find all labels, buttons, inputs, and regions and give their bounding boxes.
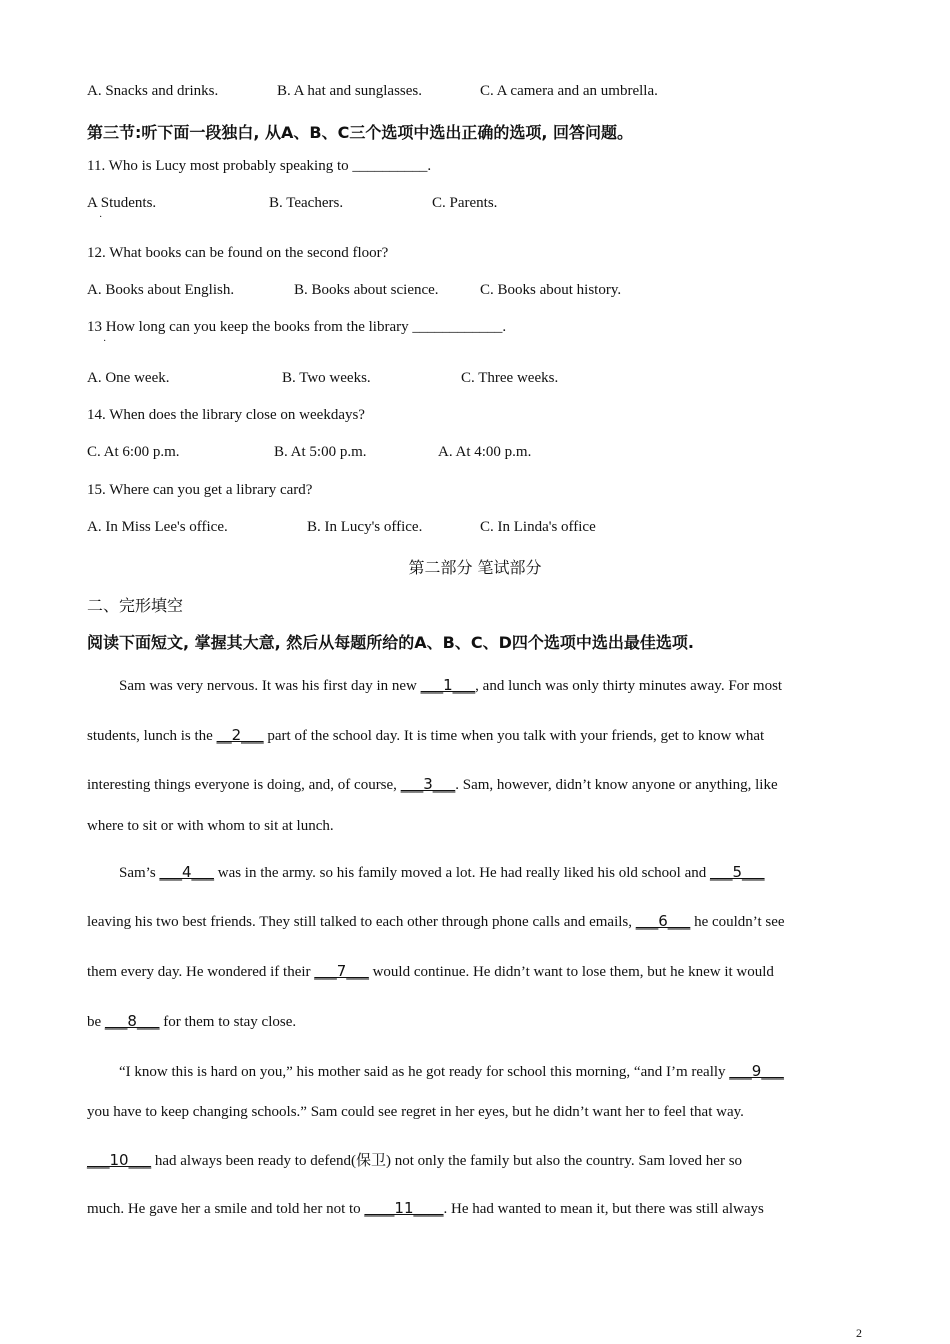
q10-option-a: A. Snacks and drinks.	[87, 83, 219, 99]
q11-option-b: B. Teachers.	[269, 195, 344, 211]
passage-text: for them to stay close.	[159, 1014, 297, 1030]
blank-1[interactable]: ___1___	[420, 676, 476, 694]
q13-option-a: A. One week.	[87, 370, 170, 386]
q10-option-c: C. A camera and an umbrella.	[480, 83, 658, 99]
blank-5[interactable]: ___5___	[710, 863, 765, 881]
passage-text: part of the school day. It is time when you talk with your friends, get to know what	[263, 728, 765, 744]
q14-option-2: B. At 5:00 p.m.	[274, 444, 367, 460]
q13-option-c: C. Three weeks.	[461, 370, 559, 386]
q12-option-b: B. Books about science.	[294, 282, 439, 298]
passage-line-10: you have to keep changing schools.” Sam could see regret in her eyes, but he didn’t want her to feel that way.	[87, 1104, 744, 1120]
blank-3[interactable]: ___3___	[400, 775, 456, 793]
passage-text: leaving his two best friends. They still talked to each other through phone calls and emails,	[87, 914, 636, 930]
part2-title: 第二部分 笔试部分	[408, 558, 542, 577]
passage-text: them every day. He wondered if their	[87, 964, 315, 980]
blank-7[interactable]: ___7___	[314, 962, 369, 980]
passage-line-7	[87, 962, 774, 981]
q12-option-c: C. Books about history.	[480, 282, 622, 298]
blank-4[interactable]: ___4___	[159, 863, 214, 881]
passage-text: had always been ready to defend(保卫) not only the family but also the country. Sam loved her so	[151, 1153, 743, 1169]
passage-text: students, lunch is the	[87, 728, 217, 744]
question-15-stem: 15. Where can you get a library card?	[87, 482, 313, 498]
q15-option-c: C. In Linda's office	[480, 519, 596, 535]
cloze-instruction: 阅读下面短文, 掌握其大意, 然后从每题所给的A、B、C、D四个选项中选出最佳选项.	[87, 633, 694, 652]
passage-line-12	[87, 1199, 764, 1218]
cloze-heading: 二、完形填空	[87, 596, 184, 615]
q13-option-b: B. Two weeks.	[282, 370, 371, 386]
passage-line-2	[87, 726, 764, 745]
passage-text: Sam was very nervous. It was his first day in new	[119, 678, 421, 694]
question-11-stem: 11. Who is Lucy most probably speaking to __________.	[87, 158, 432, 174]
passage-line-6	[87, 912, 785, 931]
page-number: 2	[856, 1326, 862, 1340]
q14-option-1: C. At 6:00 p.m.	[87, 444, 180, 460]
stray-dot-mark: ·	[99, 212, 103, 223]
passage-text: would continue. He didn’t want to lose them, but he knew it would	[368, 964, 774, 980]
section3-heading: 第三节:听下面一段独白, 从A、B、C三个选项中选出正确的选项, 回答问题。	[87, 123, 634, 142]
passage-text: . He had wanted to mean it, but there was still always	[443, 1201, 764, 1217]
q15-option-a: A. In Miss Lee's office.	[87, 519, 228, 535]
blank-9[interactable]: ___9___	[729, 1062, 784, 1080]
passage-line-3	[87, 775, 778, 794]
blank-8[interactable]: ___8___	[104, 1012, 160, 1030]
passage-line-1	[119, 676, 782, 695]
passage-text: he couldn’t see	[690, 914, 785, 930]
passage-text: interesting things everyone is doing, and, of course,	[87, 777, 401, 793]
passage-text: , and lunch was only thirty minutes away. For most	[475, 678, 783, 694]
q11-option-a: A Students.	[87, 195, 157, 211]
blank-6[interactable]: ___6___	[635, 912, 691, 930]
question-13-stem: 13 How long can you keep the books from the library ____________.	[87, 319, 507, 335]
passage-line-4: where to sit or with whom to sit at lunch.	[87, 818, 334, 834]
blank-11[interactable]: ____11____	[364, 1199, 444, 1217]
blank-2[interactable]: __2___	[216, 726, 264, 744]
passage-line-11	[87, 1149, 742, 1170]
q14-option-3: A. At 4:00 p.m.	[438, 444, 532, 460]
passage-text: was in the army. so his family moved a lot. He had really liked his old school and	[213, 865, 710, 881]
passage-line-8	[87, 1012, 296, 1031]
blank-10[interactable]: ___10___	[87, 1151, 152, 1169]
passage-text: . Sam, however, didn’t know anyone or anything, like	[455, 777, 778, 793]
q15-option-b: B. In Lucy's office.	[307, 519, 423, 535]
passage-text: “I know this is hard on you,” his mother said as he got ready for school this morning, “and I’m really	[119, 1064, 730, 1080]
q12-option-a: A. Books about English.	[87, 282, 235, 298]
passage-line-5	[119, 863, 765, 882]
q11-option-c: C. Parents.	[432, 195, 498, 211]
question-14-stem: 14. When does the library close on weekdays?	[87, 407, 365, 423]
stray-dot-mark: ·	[103, 336, 107, 347]
passage-line-9	[119, 1062, 784, 1081]
passage-text: much. He gave her a smile and told her not to	[87, 1201, 365, 1217]
question-12-stem: 12. What books can be found on the second floor?	[87, 245, 389, 261]
passage-text: be	[87, 1014, 105, 1030]
q10-option-b: B. A hat and sunglasses.	[277, 83, 422, 99]
passage-text: Sam’s	[119, 865, 160, 881]
